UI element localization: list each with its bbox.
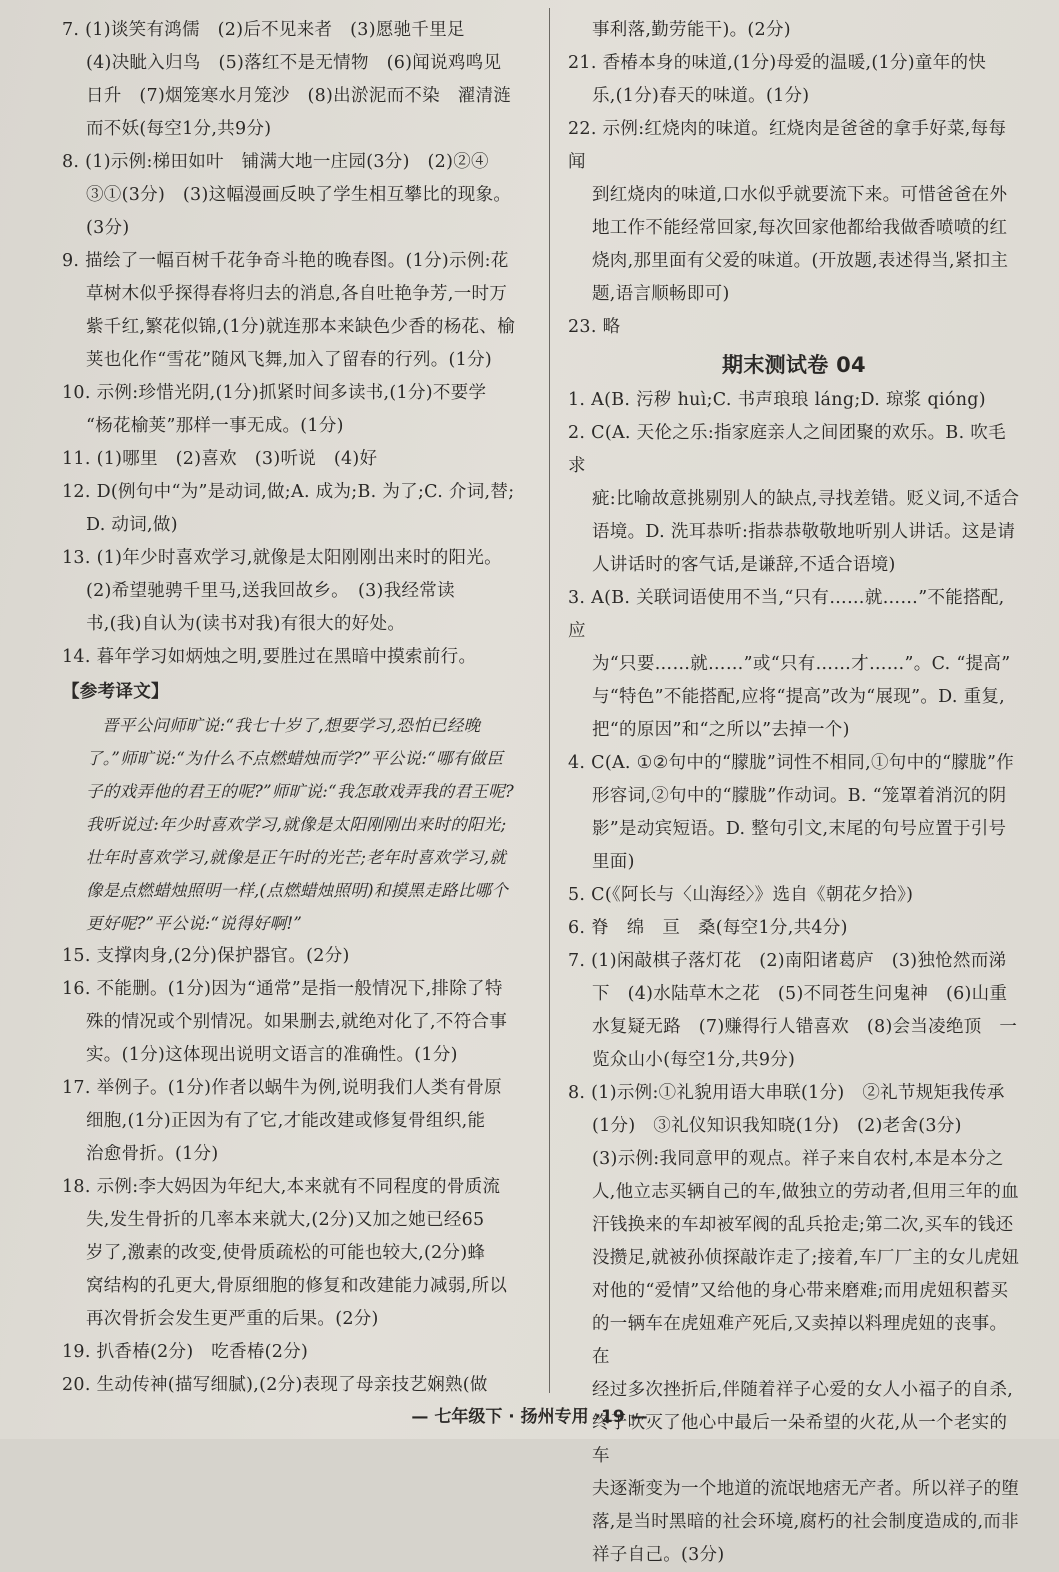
- answer-continuation-line: 人讲话时的客气话,是谦辞,不适合语境): [592, 555, 896, 575]
- answer-continuation-line: (2)希望驰骋千里马,送我回故乡。 (3)我经常读: [86, 581, 455, 601]
- answer-line: 14. 暮年学习如炳烛之明,要胜过在黑暗中摸索前行。: [62, 647, 477, 667]
- answer-line: 5. C(《阿长与〈山海经〉》选自《朝花夕拾》): [568, 885, 914, 905]
- test-section-title: 期末测试卷 04: [722, 353, 866, 377]
- answer-continuation-line: 没攒足,就被孙侦探敲诈走了;接着,车厂厂主的女儿虎妞: [592, 1248, 1020, 1268]
- answer-line: 7. (1)闲敲棋子落灯花 (2)南阳诸葛庐 (3)独怆然而涕: [568, 951, 1007, 971]
- answer-line: 19. 扒香椿(2分) 吃香椿(2分): [62, 1342, 309, 1362]
- answer-continuation-line: 到红烧肉的味道,口水似乎就要流下来。可惜爸爸在外: [592, 185, 1008, 205]
- answer-continuation-line: 治愈骨折。(1分): [86, 1144, 219, 1164]
- answer-continuation-line: 书,(我)自认为(读书对我)有很大的好处。: [86, 614, 406, 634]
- answer-continuation-line: 经过多次挫折后,伴随着祥子心爱的女人小福子的自杀,: [592, 1380, 1014, 1400]
- translation-line: 子的戏弄他的君王的呢?”师旷说:“我怎敢戏弄我的君王呢?: [86, 782, 515, 801]
- right-column: [568, 14, 1020, 1565]
- translation-line: 壮年时喜欢学习,就像是正午时的光芒;老年时喜欢学习,就: [86, 848, 507, 867]
- answer-continuation-line: 地工作不能经常回家,每次回家他都给我做香喷喷的红: [592, 218, 1008, 238]
- answer-continuation-line: 失,发生骨折的几率本来就大,(2分)又加之她已经65: [86, 1210, 485, 1230]
- answer-continuation-line: 落,是当时黑暗的社会环境,腐朽的社会制度造成的,而非: [592, 1512, 1019, 1532]
- answer-continuation-line: 形容词,②句中的“朦胧”作动词。B. “笼罩着消沉的阴: [592, 786, 1007, 806]
- answer-continuation-line: 而不妖(每空1分,共9分): [86, 119, 272, 139]
- answer-line: 20. 生动传神(描写细腻),(2分)表现了母亲技艺娴熟(做: [62, 1375, 488, 1395]
- answer-continuation-line: 荚也化作“雪花”随风飞舞,加入了留春的行列。(1分): [86, 350, 493, 370]
- answer-continuation-line: 日升 (7)烟笼寒水月笼沙 (8)出淤泥而不染 濯清涟: [86, 86, 512, 106]
- answer-continuation-line: 岁了,激素的改变,使骨质疏松的可能也较大,(2分)蜂: [86, 1243, 486, 1263]
- answer-continuation-line: 语境。D. 洗耳恭听:指恭恭敬敬地听别人讲话。这是请: [592, 522, 1016, 542]
- answer-continuation-line: 对他的“爱情”又给他的身心带来磨难;而用虎妞积蓄买: [592, 1281, 1009, 1301]
- column-divider: [549, 8, 550, 1393]
- answer-continuation-line: 事利落,勤劳能干)。(2分): [592, 20, 791, 40]
- answer-line: 1. A(B. 污秽 huì;C. 书声琅琅 láng;D. 琼浆 qióng): [568, 390, 986, 410]
- answer-continuation-line: 窝结构的孔更大,骨原细胞的修复和改建能力减弱,所以: [86, 1276, 508, 1296]
- answer-continuation-line: D. 动词,做): [86, 515, 178, 535]
- translation-line: 了。”师旷说:“为什么不点燃蜡烛而学?”平公说:“哪有做臣: [86, 749, 504, 768]
- answer-line: 4. C(A. ①②句中的“朦胧”词性不相同,①句中的“朦胧”作: [568, 753, 1015, 773]
- answer-continuation-line: 与“特色”不能搭配,应将“提高”改为“展现”。D. 重复,: [592, 687, 1006, 707]
- answer-continuation-line: 把“的原因”和“之所以”去掉一个): [592, 720, 850, 740]
- answer-line: 8. (1)示例:①礼貌用语大串联(1分) ②礼节规矩我传承: [568, 1083, 1005, 1103]
- answer-continuation-line: 夫逐渐变为一个地道的流氓地痞无产者。所以祥子的堕: [592, 1479, 1020, 1499]
- answer-continuation-line: 殊的情况或个别情况。如果删去,就绝对化了,不符合事: [86, 1012, 508, 1032]
- answer-continuation-line: 再次骨折会发生更严重的后果。(2分): [86, 1309, 379, 1329]
- answer-line: 17. 举例子。(1分)作者以蜗牛为例,说明我们人类有骨原: [62, 1078, 502, 1098]
- answer-line: 9. 描绘了一幅百树千花争奇斗艳的晚春图。(1分)示例:花: [62, 251, 509, 271]
- answer-continuation-line: 水复疑无路 (7)赚得行人错喜欢 (8)会当凌绝顶 一: [592, 1017, 1018, 1037]
- answer-continuation-line: 汗钱换来的车却被军阀的乱兵抢走;第二次,买车的钱还: [592, 1215, 1014, 1235]
- answer-line: 8. (1)示例:梯田如叶 铺满大地一庄园(3分) (2)②④: [62, 152, 489, 172]
- left-column: [62, 14, 534, 1395]
- translation-line: 我听说过:年少时喜欢学习,就像是太阳刚刚出来时的阳光;: [86, 815, 507, 834]
- translation-line: 更好呢?”平公说:“说得好啊!”: [86, 914, 303, 933]
- answer-continuation-line: 乐,(1分)春天的味道。(1分): [592, 86, 810, 106]
- answer-continuation-line: 终于吹灭了他心中最后一朵希望的火花,从一个老实的车: [592, 1413, 1008, 1466]
- answer-line: 12. D(例句中“为”是动词,做;A. 成为;B. 为了;C. 介词,替;: [62, 482, 515, 502]
- answer-continuation-line: “杨花榆荚”那样一事无成。(1分): [86, 416, 344, 436]
- answer-continuation-line: 题,语言顺畅即可): [592, 284, 730, 304]
- answer-continuation-line: 里面): [592, 852, 635, 872]
- answer-line: 22. 示例:红烧肉的味道。红烧肉是爸爸的拿手好菜,每每闻: [568, 119, 1007, 172]
- answer-line: 3. A(B. 关联词语使用不当,“只有……就……”不能搭配,应: [568, 588, 1005, 641]
- answer-continuation-line: 烧肉,那里面有父爱的味道。(开放题,表述得当,紧扣主: [592, 251, 1009, 271]
- answer-line: 23. 略: [568, 317, 621, 337]
- answer-line: 2. C(A. 天伦之乐:指家庭亲人之间团聚的欢乐。B. 吹毛求: [568, 423, 1006, 476]
- answer-continuation-line: (1分) ③礼仪知识我知晓(1分) (2)老舍(3分): [592, 1116, 962, 1136]
- answer-line: 10. 示例:珍惜光阴,(1分)抓紧时间多读书,(1分)不要学: [62, 383, 487, 403]
- answer-continuation-line: 祥子自己。(3分): [592, 1545, 725, 1565]
- translation-line: 像是点燃蜡烛照明一样,(点燃蜡烛照明)和摸黑走路比哪个: [86, 881, 509, 900]
- answer-continuation-line: ③①(3分) (3)这幅漫画反映了学生相互攀比的现象。: [86, 185, 512, 205]
- answer-line: 11. (1)哪里 (2)喜欢 (3)听说 (4)好: [62, 449, 378, 469]
- answer-continuation-line: 草树木似乎探得春将归去的消息,各自吐艳争芳,一时万: [86, 284, 508, 304]
- translation-line: 晋平公问师旷说:“我七十岁了,想要学习,恐怕已经晚: [102, 716, 481, 735]
- answer-line: 7. (1)谈笑有鸿儒 (2)后不见来者 (3)愿驰千里足: [62, 20, 465, 40]
- answer-line: 15. 支撑肉身,(2分)保护器官。(2分): [62, 946, 350, 966]
- answer-continuation-line: (3)示例:我同意甲的观点。祥子来自农村,本是本分之: [592, 1149, 1004, 1169]
- answer-line: 6. 脊 绵 亘 桑(每空1分,共4分): [568, 918, 848, 938]
- answer-line: 18. 示例:李大妈因为年纪大,本来就有不同程度的骨质流: [62, 1177, 501, 1197]
- answer-continuation-line: 影”是动宾短语。D. 整句引文,末尾的句号应置于引号: [592, 819, 1007, 839]
- answer-line: 13. (1)年少时喜欢学习,就像是太阳刚刚出来时的阳光。: [62, 548, 502, 568]
- answer-continuation-line: 细胞,(1分)正因为有了它,才能改建或修复骨组织,能: [86, 1111, 486, 1131]
- answer-line: 21. 香椿本身的味道,(1分)母爱的温暖,(1分)童年的快: [568, 53, 987, 73]
- answer-continuation-line: 实。(1分)这体现出说明文语言的准确性。(1分): [86, 1045, 458, 1065]
- answer-continuation-line: 下 (4)水陆草木之花 (5)不同苍生问鬼神 (6)山重: [592, 984, 1008, 1004]
- answer-continuation-line: 的一辆车在虎妞难产死后,又卖掉以料理虎妞的丧事。在: [592, 1314, 1008, 1367]
- answer-continuation-line: (4)决眦入归鸟 (5)落红不是无情物 (6)闻说鸡鸣见: [86, 53, 502, 73]
- answer-continuation-line: 人,他立志买辆自己的车,做独立的劳动者,但用三年的血: [592, 1182, 1019, 1202]
- answer-continuation-line: 览众山小(每空1分,共9分): [592, 1050, 796, 1070]
- answer-line: 16. 不能删。(1分)因为“通常”是指一般情况下,排除了特: [62, 979, 503, 999]
- section-heading: 【参考译文】: [62, 682, 169, 702]
- answer-continuation-line: 疵:比喻故意挑剔别人的缺点,寻找差错。贬义词,不适合: [592, 489, 1020, 509]
- page-footer: — 七年级下 · 扬州专用 ·19 —: [411, 1407, 648, 1427]
- answer-continuation-line: (3分): [86, 218, 130, 238]
- answer-continuation-line: 为“只要……就……”或“只有……才……”。C. “提高”: [592, 654, 1011, 674]
- answer-continuation-line: 紫千红,繁花似锦,(1分)就连那本来缺色少香的杨花、榆: [86, 317, 516, 337]
